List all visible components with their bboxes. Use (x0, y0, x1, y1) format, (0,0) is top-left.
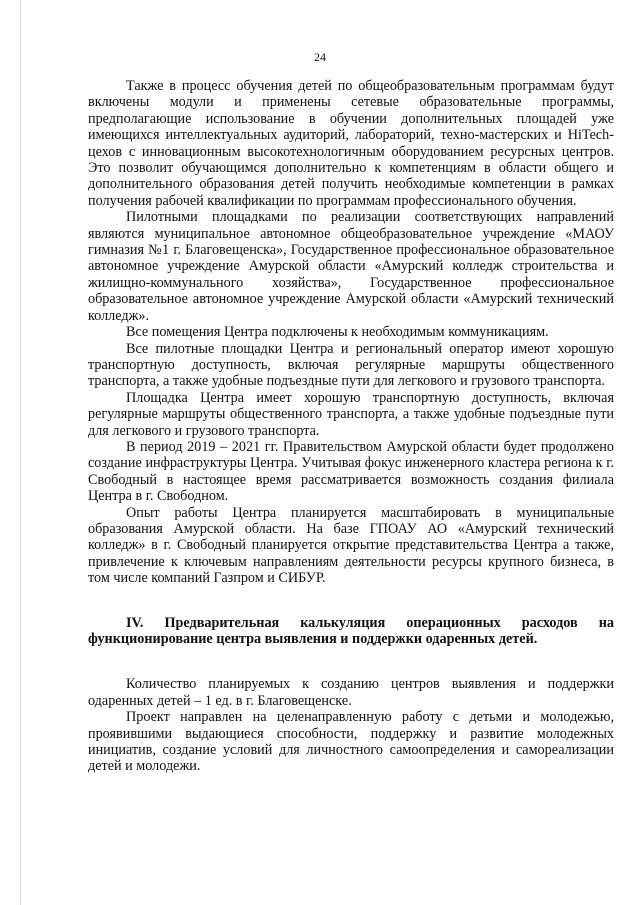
paragraph-pilot-sites: Пилотными площадками по реализации соответствующих направлений являются муниципальное автономное общеобразовательное учреждение «МАОУ гимназия №1 г. Благовещенска», Государственное профессиональное образовательное автономное учреждение Амурской области «Амурский колледж строительства и жилищно-коммунального хозяйства», Государственное профессиональное образовательное автономное учреждение Амурской области «Амурский технический колледж». (88, 209, 614, 324)
section-heading: IV. Предварительная калькуляция операционных расходов на функционирование центра выявления и поддержки одаренных детей. (88, 614, 614, 647)
document-body (88, 78, 614, 775)
paragraph-infrastructure-plan: В период 2019 – 2021 гг. Правительством Амурской области будет продолжено создание инфраструктуры Центра. Учитывая фокус инженерного кластера региона к г. Свободный в настоящее время рассматривается возможность создания филиала Центра в г. Свободном. (88, 438, 614, 505)
paragraph-project-aim: Проект направлен на целенаправленную работу с детьми и молодежью, проявившими выдающиеся способности, поддержку и развитие молодежных инициатив, создание условий для личностного самоопределения и самореализации детей и молодежи. (88, 709, 614, 775)
paragraph-center-transport: Площадка Центра имеет хорошую транспортную доступность, включая регулярные маршруты общественного транспорта, а также удобные подъездные пути для легкового и грузового транспорта. (88, 389, 614, 439)
paragraph-pilot-transport: Все пилотные площадки Центра и региональный оператор имеют хорошую транспортную доступность, включая регулярные маршруты общественного транспорта, а также удобные подъездные пути для легкового и грузового транспорта. (88, 340, 614, 390)
scan-edge-line (20, 0, 21, 905)
paragraph-scaling: Опыт работы Центра планируется масштабировать в муниципальные образования Амурской области. На базе ГПОАУ АО «Амурский технический колледж» в г. Свободный планируется открытие представительства Центра а также, привлечение к ключевым направлениям деятельности ресурсы крупного бизнеса, в том числе компаний Газпром и СИБУР. (88, 504, 614, 587)
paragraph-curriculum-modules: Также в процесс обучения детей по общеобразовательным программам будут включены модули и применены сетевые образовательные программы, предполагающие использование в обучении дополнительных площадей уже имеющихся интеллектуальных аудиторий, лабораторий, техно-мастерских и HiTech-цехов с инновационным высокотехнологичным оборудованием ресурсных центров. Это позволит обучающимся дополнительно к компетенциям в области общего и дополнительного образования детей получить необходимые компетенции в рамках получения рабочей квалификации по программам профессионального обучения. (88, 78, 614, 209)
paragraph-premises: Все помещения Центра подключены к необходимым коммуникациям. (126, 324, 549, 341)
page-number: 24 (314, 50, 326, 64)
paragraph-center-count: Количество планируемых к созданию центров выявления и поддержки одаренных детей – 1 ед. в г. Благовещенске. (88, 676, 614, 709)
